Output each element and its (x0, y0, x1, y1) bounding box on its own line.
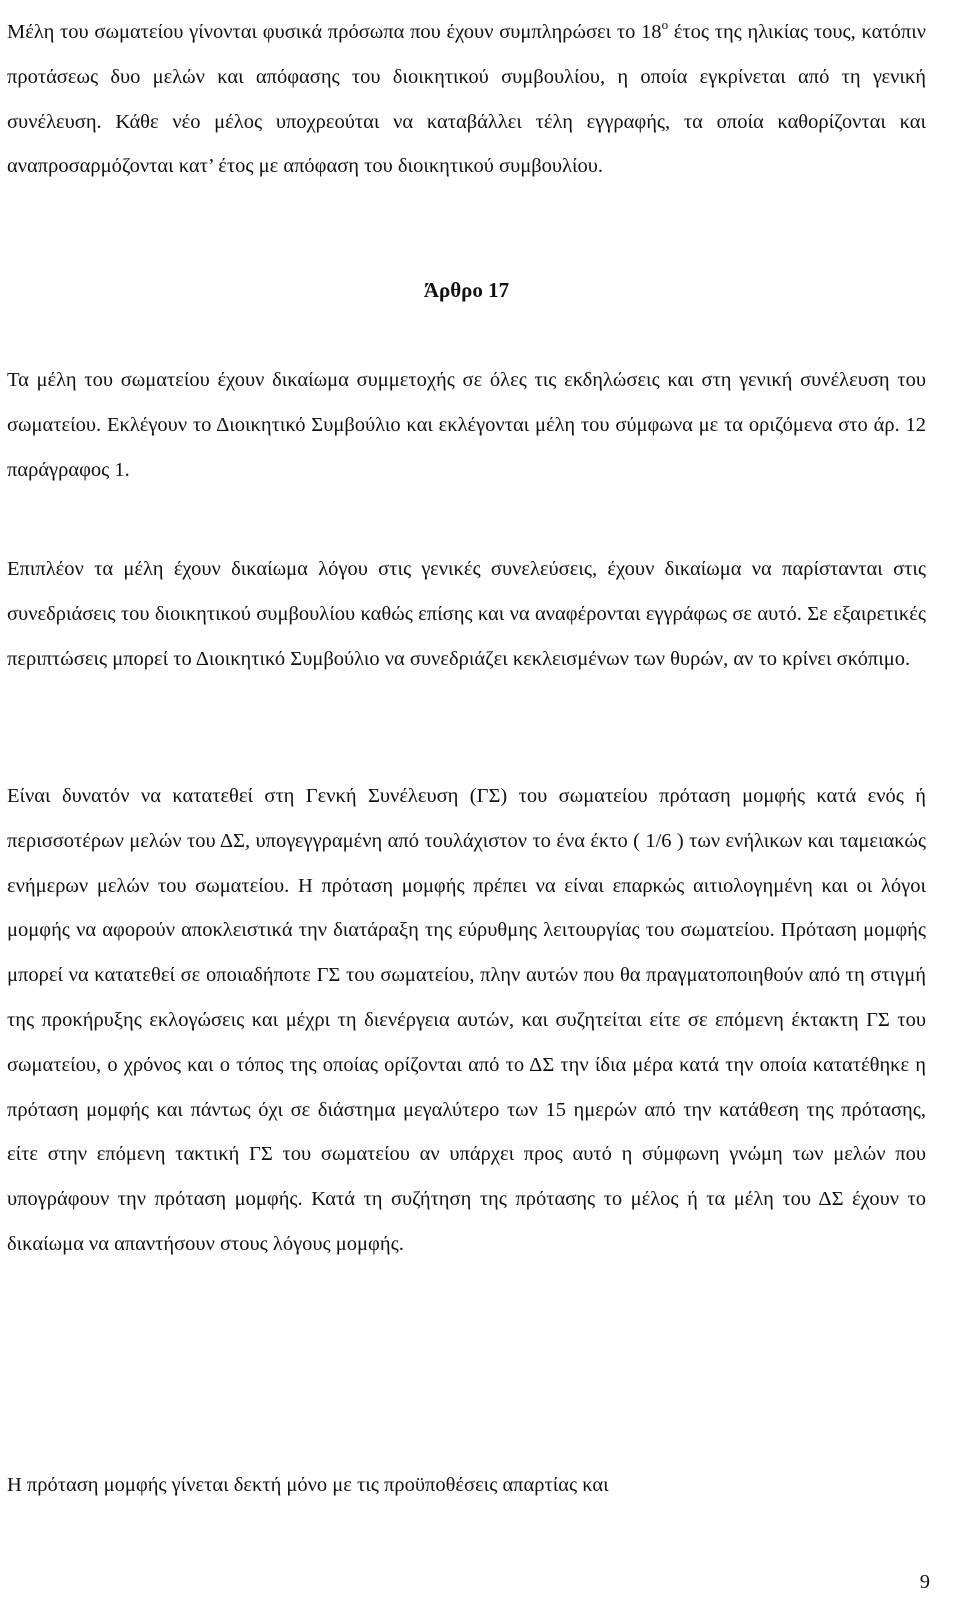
ordinal-superscript: ο (661, 17, 669, 32)
page-number: 9 (919, 1571, 930, 1593)
paragraph-membership (7, 10, 926, 189)
paragraph-censure-motion: Είναι δυνατόν να κατατεθεί στη Γενκή Συνέλευση (ΓΣ) του σωματείου πρόταση μομφής κατά ενός ή περισσοτέρων μελών του ΔΣ, υπογεγγραμένη από τουλάχιστον το ένα έκτο ( 1/6 ) των ενήλικων και ταμειακώς ενήμερων μελών του σωματείου. Η πρόταση μομφής πρέπει να είναι επαρκώς αιτιολογημένη και οι λόγοι μομφής να αφορούν αποκλειστικά την διατάραξη της εύρυθμης λειτουργίας του σωματείου. Πρόταση μομφής μπορεί να κατατεθεί σε οποιαδήποτε ΓΣ του σωματείου, πλην αυτών που θα πραγματοποιηθούν από τη στιγμή της προκήρυξης εκλογώσεις και μέχρι τη διενέργεια αυτών, και συζητείται είτε σε επόμενη έκτακτη ΓΣ του σωματείου, ο χρόνος και ο τόπος της οποίας ορίζονται από το ΔΣ την ίδια μέρα κατά την οποία κατατέθηκε η πρόταση μομφής και πάντως όχι σε διάστημα μεγαλύτερο των 15 ημερών από την κατάθεση της πρότασης, είτε στην επόμενη τακτική ΓΣ του σωματείου αν υπάρχει προς αυτό η σύμφωνη γνώμη των μελών που υπογράφουν την πρόταση μομφής. Κατά τη συζήτηση της πρότασης το μέλος ή τα μέλη του ΔΣ έχουν το δικαίωμα να απαντήσουν στους λόγους μομφής. (7, 785, 926, 1255)
paragraph-censure-acceptance: Η πρόταση μομφής γίνεται δεκτή μόνο με τις προϋποθέσεις απαρτίας και (7, 1474, 609, 1496)
paragraph-speaking-rights: Επιπλέον τα μέλη έχουν δικαίωμα λόγου στις γενικές συνελεύσεις, έχουν δικαίωμα να παρίστανται στις συνεδριάσεις του διοικητικού συμβουλίου καθώς επίσης και να αναφέρονται εγγράφως σε αυτό. Σε εξαιρετικές περιπτώσεις μπορεί το Διοικητικό Συμβούλιο να συνεδριάζει κεκλεισμένων των θυρών, αν το κρίνει σκόπιμο. (7, 558, 926, 670)
paragraph-member-rights: Τα μέλη του σωματείου έχουν δικαίωμα συμμετοχής σε όλες τις εκδηλώσεις και στη γενική συνέλευση του σωματείου. Εκλέγουν το Διοικητικό Συμβούλιο και εκλέγονται μέλη του σύμφωνα με τα οριζόμενα στο άρ. 12 παράγραφος 1. (7, 369, 926, 481)
paragraph-membership-text-start: Μέλη του σωματείου γίνονται φυσικά πρόσωπα που έχουν συμπληρώσει το 18 (7, 21, 662, 43)
article-heading: Άρθρο 17 (423, 278, 510, 302)
paragraph-membership-text-end: έτος της ηλικίας τους, κατόπιν προτάσεως δυο μελών και απόφασης του διοικητικού συμβουλίου, η οποία εγκρίνεται από τη γενική συνέλευση. Κάθε νέο μέλος υποχρεούται να καταβάλλει τέλη εγγραφής, τα οποία καθορίζονται και αναπροσαρμόζονται κατ’ έτος με απόφαση του διοικητικού συμβουλίου. (7, 21, 926, 178)
